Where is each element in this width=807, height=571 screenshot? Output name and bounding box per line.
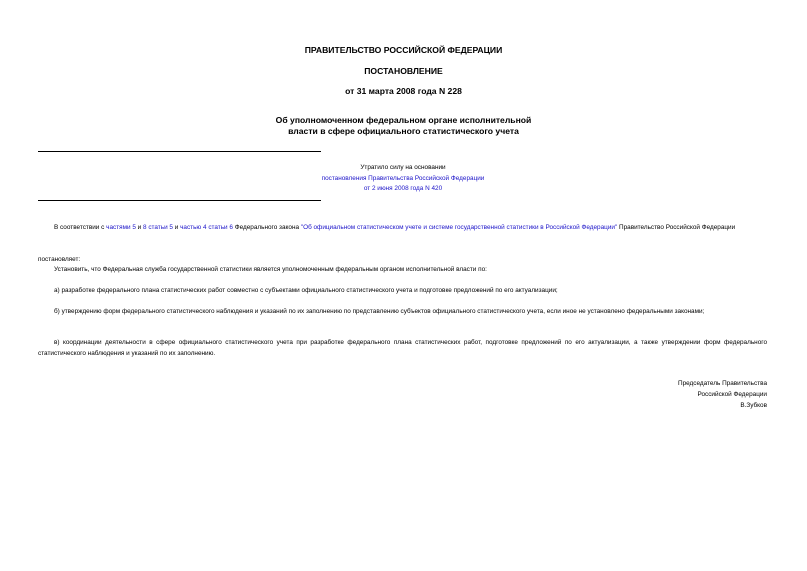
- federal-law-link[interactable]: "Об официальном статистическом учете и системе государственной статистики в Российской Федерации": [300, 224, 618, 231]
- decrees-text: постановляет:: [38, 256, 81, 263]
- item-b-paragraph: б) утверждению форм федерального статистического наблюдения и указаний по их заполнению по представлению субъектов официального статистического учета, если иное не установлено федеральными законами;: [54, 308, 705, 315]
- title-line-1: Об уполномоченном федеральном органе исполнительной: [275, 115, 532, 125]
- establish-paragraph: Установить, что Федеральная служба государственной статистики является уполномоченным федеральным органом исполнительной власти по:: [54, 266, 487, 273]
- preamble-paragraph: [38, 222, 767, 233]
- preamble-text-2: и: [135, 224, 144, 231]
- title-line-2: власти в сфере официального статистического учета: [288, 126, 519, 136]
- preamble-text-1: В соответствии с: [54, 224, 107, 231]
- law-link-article5[interactable]: 8 статьи 5: [143, 224, 173, 231]
- signatory-name: В.Зубков: [740, 402, 767, 409]
- preamble-text-4: Федерального закона: [232, 224, 301, 231]
- document-type-heading: ПОСТАНОВЛЕНИЕ: [364, 66, 443, 76]
- signature-position-line-2: Российской Федерации: [697, 391, 767, 398]
- repeal-notice-link-1[interactable]: постановления Правительства Российской Федерации: [321, 174, 485, 182]
- signature-block: [678, 378, 767, 411]
- preamble-text-5: Правительство Российской Федерации: [617, 224, 736, 231]
- law-link-article6[interactable]: частью 4 статьи 6: [180, 224, 233, 231]
- repeal-notice: [200, 163, 606, 195]
- item-a-paragraph: а) разработке федерального плана статистических работ совместно с субъектами официального статистического учета и подготовке предложений по его актуализации;: [54, 287, 558, 294]
- signature-position-line-1: Председатель Правительства: [678, 380, 767, 387]
- preamble-text-3: и: [172, 224, 181, 231]
- government-heading: ПРАВИТЕЛЬСТВО РОССИЙСКОЙ ФЕДЕРАЦИИ: [304, 45, 503, 55]
- date-number-heading: от 31 марта 2008 года N 228: [345, 86, 462, 96]
- bottom-divider: [38, 200, 321, 201]
- repeal-notice-line-1: Утратило силу на основании: [360, 164, 446, 171]
- law-link-part5[interactable]: частями 5: [106, 224, 136, 231]
- top-divider: [38, 151, 321, 152]
- item-c-paragraph: в) координации деятельности в сфере официального статистического учета при разработке федерального плана статистических работ, подготовке предложений по его актуализации, а также утверждении форм федерального статистического наблюдения и указаний по их заполнению.: [38, 339, 767, 357]
- repeal-notice-link-2[interactable]: от 2 июня 2008 года N 420: [363, 185, 443, 192]
